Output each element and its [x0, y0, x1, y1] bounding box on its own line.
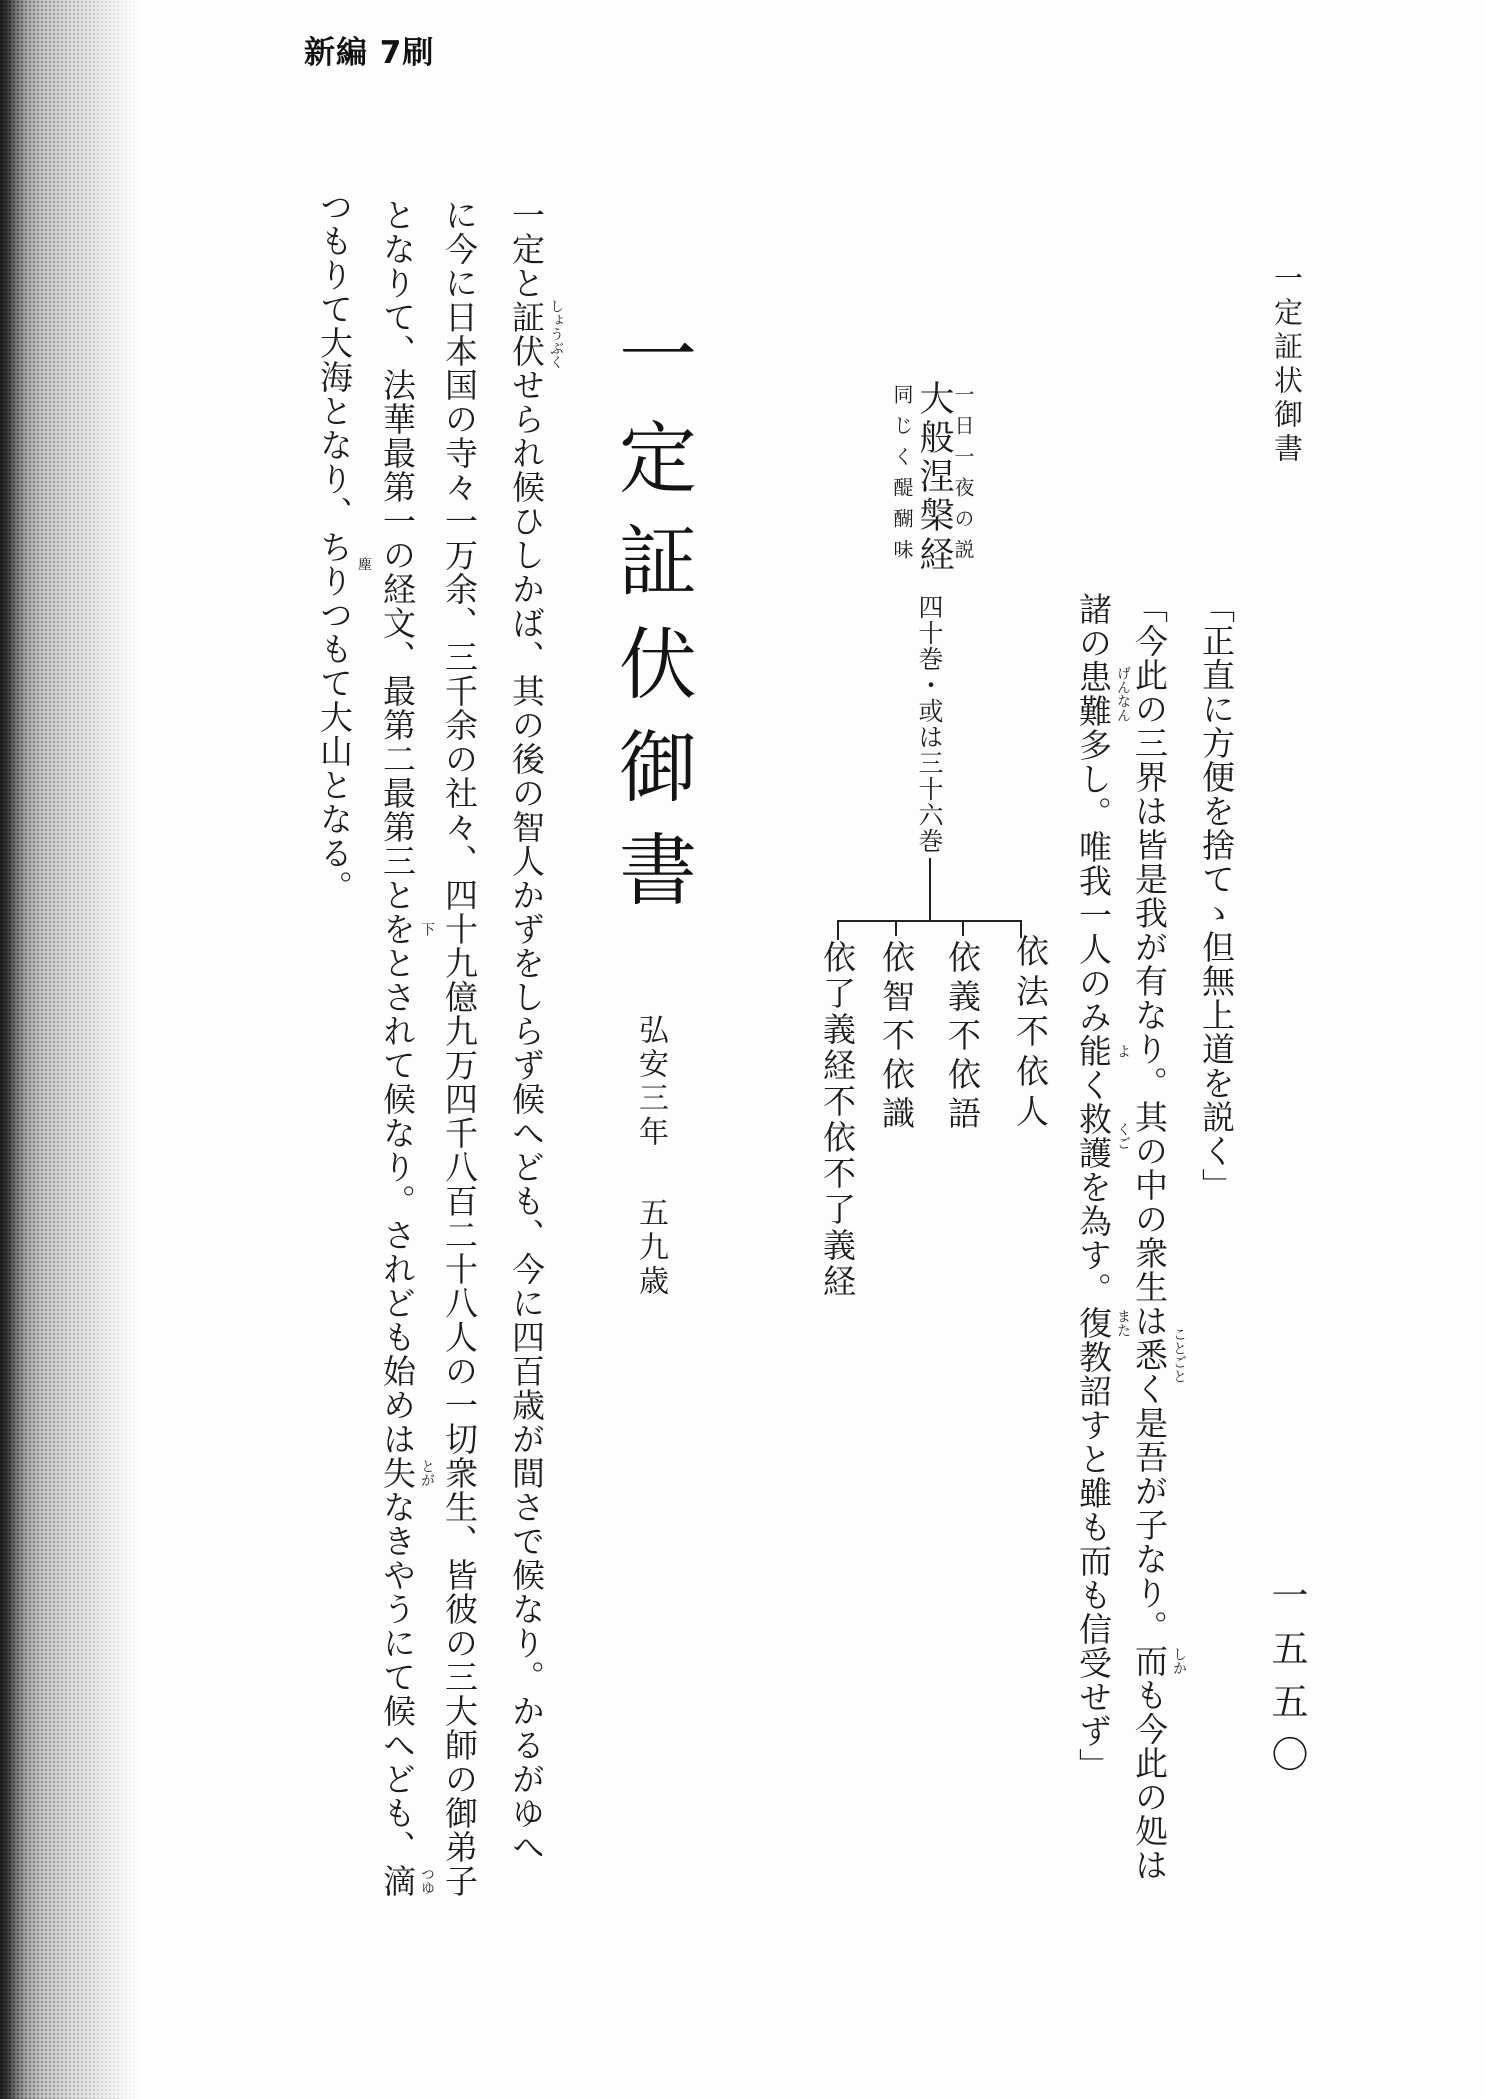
ruby-base: 証伏 [507, 300, 546, 368]
text-run: を為す。 [1074, 1170, 1113, 1306]
ruby-group [507, 299, 564, 369]
ruby-base: 失 [378, 1456, 417, 1490]
text-run: も今此の処は [1130, 1678, 1169, 1882]
ruby-base: 而 [1130, 1644, 1169, 1678]
text-run: せられ候ひしかば、其の後の智人かずをしらず候へども、今に四百歳が間さで候なり。かるがゆへ [507, 368, 546, 1864]
branch-item: 依法不依人 [1011, 934, 1050, 1134]
text-run: 多し。唯我一人のみ [1074, 728, 1113, 1034]
sutra-note-right: 一日一夜の説 [951, 384, 975, 570]
body-line [440, 198, 479, 1898]
ruby-reading: また [1115, 1309, 1131, 1337]
ruby-base: 救護 [1074, 1102, 1113, 1170]
ruby-base: 悉 [1130, 1338, 1169, 1372]
sutra-note-left: 同じく醍醐味 [890, 384, 914, 570]
text-run: なきやうにて候へども、 [378, 1490, 417, 1864]
text-run: 一定と [507, 198, 546, 300]
ruby-reading: 塵 [356, 557, 372, 571]
title-date: 弘安三年 [633, 1014, 668, 1150]
body-line [507, 198, 564, 1864]
text-run: とされて候なり。されども始めは [378, 946, 417, 1456]
ruby-reading: げんなん [1115, 666, 1131, 722]
ruby-group [378, 1456, 435, 1490]
ruby-base: 能 [1074, 1034, 1113, 1068]
ruby-reading: しか [1171, 1647, 1187, 1675]
title-age: 五九歳 [633, 1197, 668, 1299]
ruby-base: ちり [315, 530, 354, 598]
body-line [315, 190, 372, 904]
text-run: 諸の [1074, 592, 1113, 660]
document-title: 一定証伏御書 [606, 314, 696, 932]
ruby-group [315, 530, 372, 598]
ruby-reading: しょうぶく [548, 299, 564, 369]
branch-item: 依義不依語 [943, 940, 982, 1135]
ruby-base: 患難 [1074, 660, 1113, 728]
ruby-group [378, 1864, 435, 1898]
ruby-reading: とが [419, 1459, 435, 1487]
running-header: 一定証状御書 [1270, 263, 1304, 467]
text-run: となりて、法華最第一の経文、最第二最第三と [378, 198, 417, 912]
ruby-reading: つゆ [419, 1867, 435, 1895]
body-line [378, 198, 435, 1898]
text-run: く [1074, 1068, 1113, 1102]
branch-item: 依智不依識 [877, 940, 916, 1135]
text-run: 「今此の三界は皆是我が有なり。其の中の衆生は [1130, 590, 1169, 1338]
branch-item: 依了義経不依不了義経 [818, 940, 857, 1300]
ruby-base: 復 [1074, 1306, 1113, 1340]
text-run: 教詔すと雖も而も信受せず」 [1074, 1340, 1113, 1782]
text-run: つもて大山となる。 [315, 598, 354, 904]
edition-note: 新編 7刷 [304, 35, 435, 71]
ruby-group [378, 912, 435, 946]
ruby-reading: ことごと [1171, 1327, 1187, 1383]
ruby-base: 滴 [378, 1864, 417, 1898]
text-run: つもりて大海となり、 [315, 190, 354, 530]
text-run: に今に日本国の寺々一万余、三千余の社々、四十九億九万四千八百二十八人の一切衆生、皆彼の三大師の御弟子 [440, 198, 479, 1898]
page-number: 一五五〇 [1265, 1576, 1308, 1788]
text-run: く是吾が子なり。 [1130, 1372, 1169, 1644]
ruby-reading: よ [1115, 1044, 1131, 1058]
sutra-volumes: 四十巻・或は三十六巻 [915, 594, 944, 854]
ruby-reading: 下 [419, 922, 435, 936]
ruby-base: を [378, 912, 417, 946]
ruby-reading: くご [1115, 1122, 1131, 1150]
text-run: 「正直に方便を捨てゝ但無上道を説く」 [1197, 590, 1236, 1202]
sutra-name: 大般涅槃経 [914, 380, 954, 575]
